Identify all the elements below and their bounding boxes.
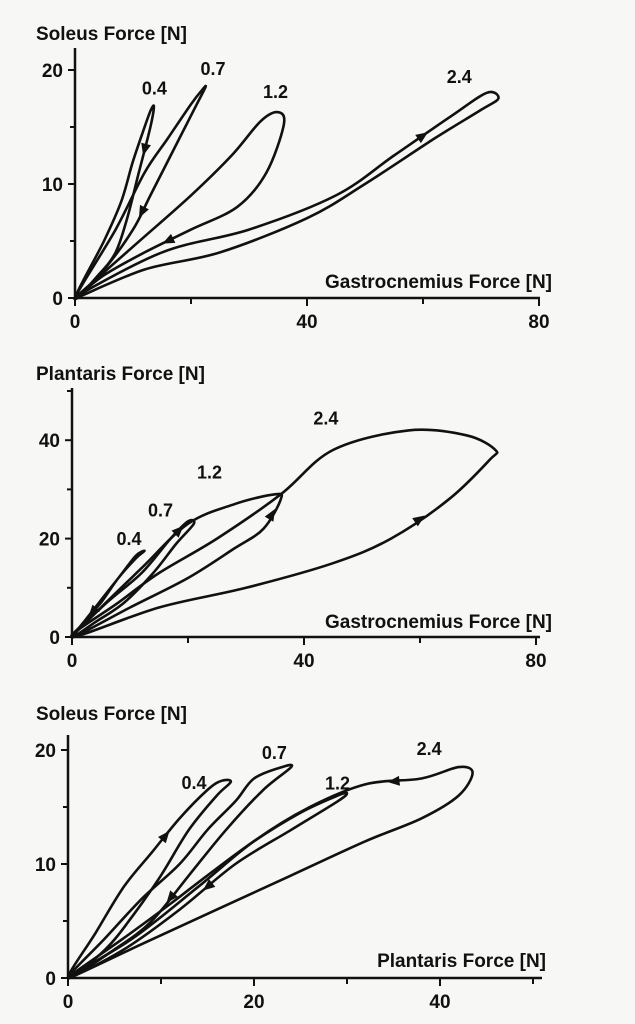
x-tick-label: 0 (62, 992, 74, 1013)
loop-label-1.2: 1.2 (263, 82, 289, 103)
x-tick-label: 0 (66, 651, 78, 672)
loop-2.4 (75, 92, 499, 298)
y-tick-label: 10 (34, 855, 56, 876)
x-tick-label: 40 (296, 312, 318, 333)
loop-label-0.4: 0.4 (141, 78, 167, 99)
x-tick-label: 0 (69, 312, 81, 333)
arrow-0.7 (135, 205, 149, 220)
panel-1 (36, 24, 552, 333)
x-axis-title: Plantaris Force [N] (377, 951, 546, 972)
panel-3 (35, 704, 546, 1013)
x-axis-title: Gastrocnemius Force [N] (325, 272, 552, 293)
y-axis-title: Soleus Force [N] (36, 704, 187, 725)
loop-label-0.7: 0.7 (261, 743, 287, 764)
x-axis-title: Gastrocnemius Force [N] (325, 612, 552, 633)
loop-label-0.4: 0.4 (116, 528, 142, 549)
loop-label-0.7: 0.7 (148, 500, 174, 521)
loop-label-1.2: 1.2 (197, 462, 223, 483)
arrow-1.2 (160, 234, 175, 248)
loop-0.7 (68, 765, 292, 978)
y-axis-title: Soleus Force [N] (36, 24, 187, 45)
y-tick-label: 0 (45, 969, 56, 990)
y-tick-label: 0 (49, 628, 60, 649)
y-tick-label: 0 (52, 289, 63, 310)
y-tick-label: 40 (38, 431, 60, 453)
loop-label-0.7: 0.7 (200, 59, 226, 80)
loop-label-2.4: 2.4 (313, 408, 339, 429)
y-tick-label: 20 (34, 741, 56, 762)
loop-0.7 (75, 86, 206, 299)
arrow-2.4 (387, 776, 400, 787)
y-tick-label: 20 (41, 61, 63, 82)
x-tick-label: 40 (429, 992, 451, 1013)
y-tick-label: 20 (38, 529, 60, 551)
y-tick-label: 10 (41, 175, 63, 196)
x-tick-label: 20 (243, 992, 265, 1013)
loop-label-1.2: 1.2 (325, 773, 351, 794)
x-tick-label: 80 (525, 651, 547, 672)
loop-label-0.4: 0.4 (181, 772, 207, 793)
y-axis-title: Plantaris Force [N] (36, 364, 205, 385)
loop-label-2.4: 2.4 (446, 66, 472, 87)
panel-2 (36, 364, 552, 672)
loop-label-2.4: 2.4 (416, 739, 442, 760)
x-tick-label: 40 (293, 651, 315, 672)
x-tick-label: 80 (528, 312, 550, 333)
